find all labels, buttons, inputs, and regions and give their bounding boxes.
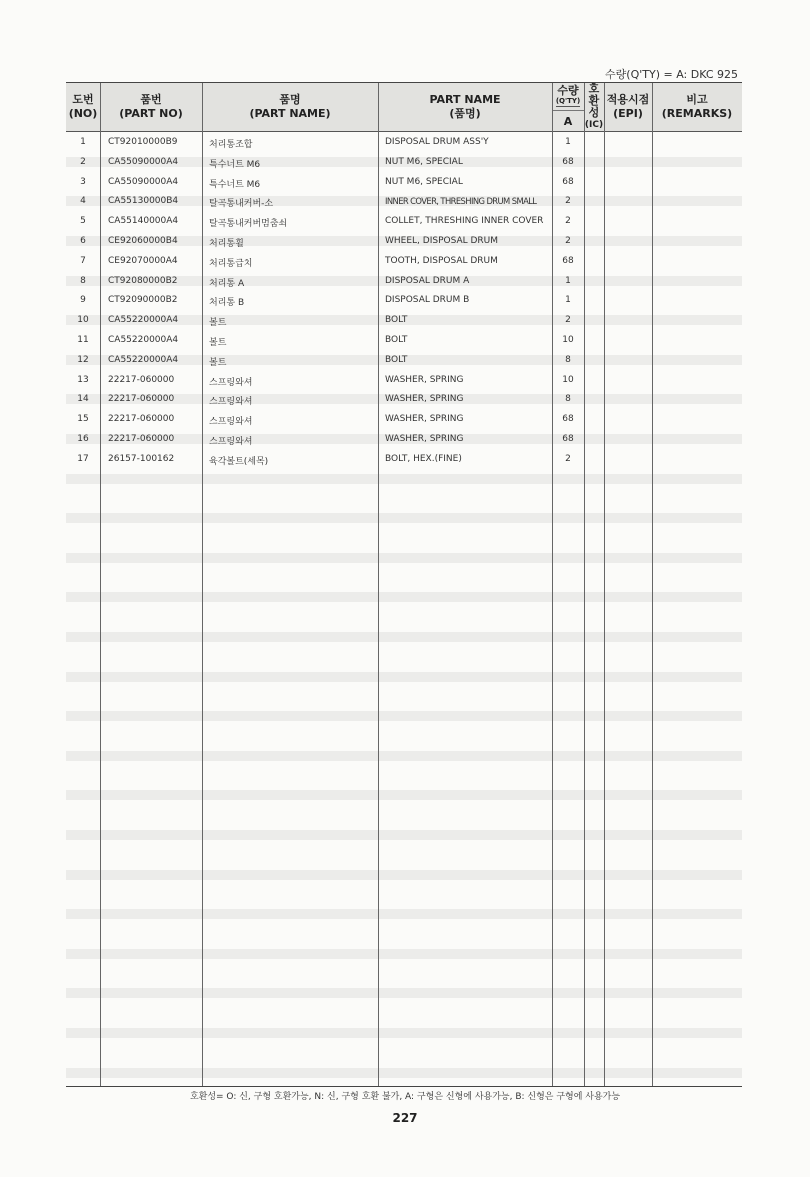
table-row xyxy=(66,173,742,193)
part-name-english: BOLT xyxy=(385,315,408,326)
part-name-korean: 특수너트 M6 xyxy=(209,159,261,170)
header-part-no-en: (PART NO) xyxy=(119,107,183,120)
row-stripe xyxy=(66,553,742,563)
item-number: 10 xyxy=(77,315,89,326)
part-name-korean: 특수너트 M6 xyxy=(209,179,261,190)
item-number: 1 xyxy=(80,137,86,147)
part-name-korean: 육각볼트(세목) xyxy=(209,456,269,467)
header-qty-ko: 수량 xyxy=(557,84,579,97)
header-ic-1: 호 xyxy=(588,82,600,95)
header-part-name-ko: 품명 xyxy=(279,93,301,106)
part-name-english: INNER COVER, THRESHING DRUM SMALL xyxy=(385,196,537,207)
page-number: 227 xyxy=(392,1111,418,1125)
row-stripe xyxy=(66,751,742,761)
part-name-korean: 처리통 B xyxy=(209,298,245,309)
row-stripe xyxy=(66,632,742,642)
header-part-name-en: (PART NAME) xyxy=(249,107,331,120)
quantity: 68 xyxy=(562,255,574,266)
part-number: CE92060000B4 xyxy=(108,236,178,246)
header-ic-3: 성 xyxy=(588,106,600,119)
item-number: 11 xyxy=(77,335,89,345)
header-part-name-english-label: PART NAME xyxy=(429,93,501,106)
header-remarks-en: (REMARKS) xyxy=(661,107,733,120)
column-divider xyxy=(100,83,101,1086)
compatibility-legend: 호환성= O: 신, 구형 호환가능, N: 신, 구형 호환 불가, A: 구형은 신형에 사용가능, B: 신형은 구형에 사용가능 xyxy=(189,1092,621,1102)
quantity: 68 xyxy=(562,156,574,167)
header-remarks-ko: 비고 xyxy=(686,93,708,106)
header-no xyxy=(66,83,100,131)
part-name-korean: 스프링와셔 xyxy=(209,397,253,408)
part-name-english: TOOTH, DISPOSAL DRUM xyxy=(385,255,498,266)
part-number: CT92080000B2 xyxy=(108,275,178,286)
table-row xyxy=(66,371,742,391)
part-name-english: BOLT, HEX.(FINE) xyxy=(385,453,462,464)
parts-table xyxy=(66,82,742,1087)
column-divider xyxy=(552,83,553,1086)
table-body xyxy=(66,133,742,1086)
header-part-name-english xyxy=(378,83,552,131)
part-number: CT92090000B2 xyxy=(108,295,178,306)
part-name-english: NUT M6, SPECIAL xyxy=(385,156,463,167)
table-row xyxy=(66,410,742,430)
quantity: 1 xyxy=(565,295,571,306)
table-row xyxy=(66,331,742,351)
part-name-english: WASHER, SPRING xyxy=(385,414,464,425)
part-number: CA55220000A4 xyxy=(108,354,179,365)
column-divider xyxy=(378,83,379,1086)
table-row xyxy=(66,192,742,212)
item-number: 8 xyxy=(80,275,86,286)
row-stripe xyxy=(66,830,742,840)
row-stripe xyxy=(66,988,742,998)
quantity: 68 xyxy=(562,414,574,425)
part-number: CE92070000A4 xyxy=(108,255,178,266)
part-number: CA55220000A4 xyxy=(108,335,179,345)
table-row xyxy=(66,390,742,410)
item-number: 15 xyxy=(77,414,89,425)
part-name-english: WHEEL, DISPOSAL DRUM xyxy=(385,236,499,246)
row-stripe xyxy=(66,1068,742,1078)
row-stripe xyxy=(66,592,742,602)
row-stripe xyxy=(66,909,742,919)
part-name-english: WASHER, SPRING xyxy=(385,394,464,405)
row-stripe xyxy=(66,711,742,721)
table-row xyxy=(66,272,742,292)
part-name-korean: 스프링와셔 xyxy=(209,377,253,388)
row-stripe xyxy=(66,474,742,484)
part-name-korean: 처리통휠 xyxy=(209,239,244,249)
column-divider xyxy=(202,83,203,1086)
quantity: 8 xyxy=(565,354,571,365)
table-row xyxy=(66,351,742,371)
part-name-korean: 탈곡통내커버멈춤쇠 xyxy=(209,219,288,230)
table-row xyxy=(66,212,742,232)
part-name-english: DISPOSAL DRUM B xyxy=(385,295,470,306)
part-name-korean: 처리통조합 xyxy=(209,140,253,150)
row-stripe xyxy=(66,513,742,523)
table-row xyxy=(66,450,742,470)
item-number: 17 xyxy=(77,453,89,464)
quantity: 2 xyxy=(565,196,571,207)
quantity: 8 xyxy=(565,394,571,405)
column-divider xyxy=(584,83,585,1086)
part-name-korean: 처리통급치 xyxy=(209,258,253,269)
row-stripe xyxy=(66,1028,742,1038)
part-name-korean: 스프링와셔 xyxy=(209,437,253,447)
quantity: 10 xyxy=(562,374,574,385)
part-number: CA55130000B4 xyxy=(108,196,179,207)
item-number: 13 xyxy=(77,374,89,385)
quantity: 2 xyxy=(565,315,571,326)
item-number: 9 xyxy=(80,295,86,306)
header-part-name-english-ko: (품명) xyxy=(449,107,481,120)
header-qty xyxy=(552,83,584,109)
quantity: 68 xyxy=(562,176,574,187)
part-number: CA55140000A4 xyxy=(108,216,179,227)
row-stripe xyxy=(66,790,742,800)
header-no-en: (NO) xyxy=(68,107,98,120)
part-number: CT92010000B9 xyxy=(108,137,178,147)
part-name-korean: 볼트 xyxy=(209,338,227,348)
part-number: 26157-100162 xyxy=(108,453,175,464)
part-number: 22217-060000 xyxy=(108,414,175,425)
part-name-english: WASHER, SPRING xyxy=(385,434,464,444)
part-name-korean: 볼트 xyxy=(209,318,227,329)
part-number: CA55090000A4 xyxy=(108,176,179,187)
part-name-english: NUT M6, SPECIAL xyxy=(385,176,463,187)
part-name-english: BOLT xyxy=(385,335,408,345)
header-no-ko: 도번 xyxy=(72,93,94,106)
column-divider xyxy=(604,83,605,1086)
header-ic xyxy=(584,83,604,131)
quantity: 1 xyxy=(565,137,571,147)
header-epi-en: (EPI) xyxy=(613,107,643,120)
part-name-english: BOLT xyxy=(385,354,408,365)
part-number: CA55220000A4 xyxy=(108,315,179,326)
header-ic-en: (IC) xyxy=(584,120,604,130)
quantity: 2 xyxy=(565,236,571,246)
header-ic-2: 환 xyxy=(588,94,600,107)
quantity: 1 xyxy=(565,275,571,286)
row-stripe xyxy=(66,672,742,682)
item-number: 6 xyxy=(80,236,86,246)
table-row xyxy=(66,232,742,252)
part-number: CA55090000A4 xyxy=(108,156,179,167)
header-part-no xyxy=(100,83,202,131)
part-number: 22217-060000 xyxy=(108,434,175,444)
row-stripe xyxy=(66,870,742,880)
part-number: 22217-060000 xyxy=(108,394,175,405)
item-number: 14 xyxy=(77,394,89,405)
table-header xyxy=(66,83,742,132)
item-number: 12 xyxy=(77,354,89,365)
quantity: 2 xyxy=(565,216,571,227)
item-number: 3 xyxy=(80,176,86,187)
part-name-english: WASHER, SPRING xyxy=(385,374,464,385)
item-number: 7 xyxy=(80,255,86,266)
column-divider xyxy=(652,83,653,1086)
header-part-name xyxy=(202,83,378,131)
header-part-no-ko: 품번 xyxy=(140,93,162,106)
quantity: 10 xyxy=(562,335,574,345)
part-name-korean: 처리통 A xyxy=(209,278,245,289)
header-remarks xyxy=(652,83,742,131)
table-row xyxy=(66,153,742,173)
item-number: 16 xyxy=(77,434,89,444)
header-epi xyxy=(604,83,652,131)
table-row xyxy=(66,133,742,153)
part-name-english: COLLET, THRESHING INNER COVER xyxy=(385,216,544,227)
part-number: 22217-060000 xyxy=(108,374,175,385)
quantity: 2 xyxy=(565,453,571,464)
header-qty-en: (Q'TY) xyxy=(555,97,581,105)
item-number: 2 xyxy=(80,156,86,167)
table-row xyxy=(66,311,742,331)
row-stripe xyxy=(66,949,742,959)
part-name-korean: 스프링와셔 xyxy=(209,417,253,428)
header-qty-a: A xyxy=(552,110,584,132)
header-epi-ko: 적용시점 xyxy=(606,93,650,106)
part-name-korean: 탈곡통내커버-소 xyxy=(209,199,274,210)
table-row xyxy=(66,252,742,272)
qty-legend: 수량(Q'TY) = A: DKC 925 xyxy=(605,68,738,81)
item-number: 4 xyxy=(80,196,86,207)
part-name-english: DISPOSAL DRUM ASS'Y xyxy=(385,137,489,147)
part-name-english: DISPOSAL DRUM A xyxy=(385,275,470,286)
table-row xyxy=(66,430,742,450)
table-row xyxy=(66,291,742,311)
part-name-korean: 볼트 xyxy=(209,357,227,368)
quantity: 68 xyxy=(562,434,574,444)
item-number: 5 xyxy=(80,216,86,227)
